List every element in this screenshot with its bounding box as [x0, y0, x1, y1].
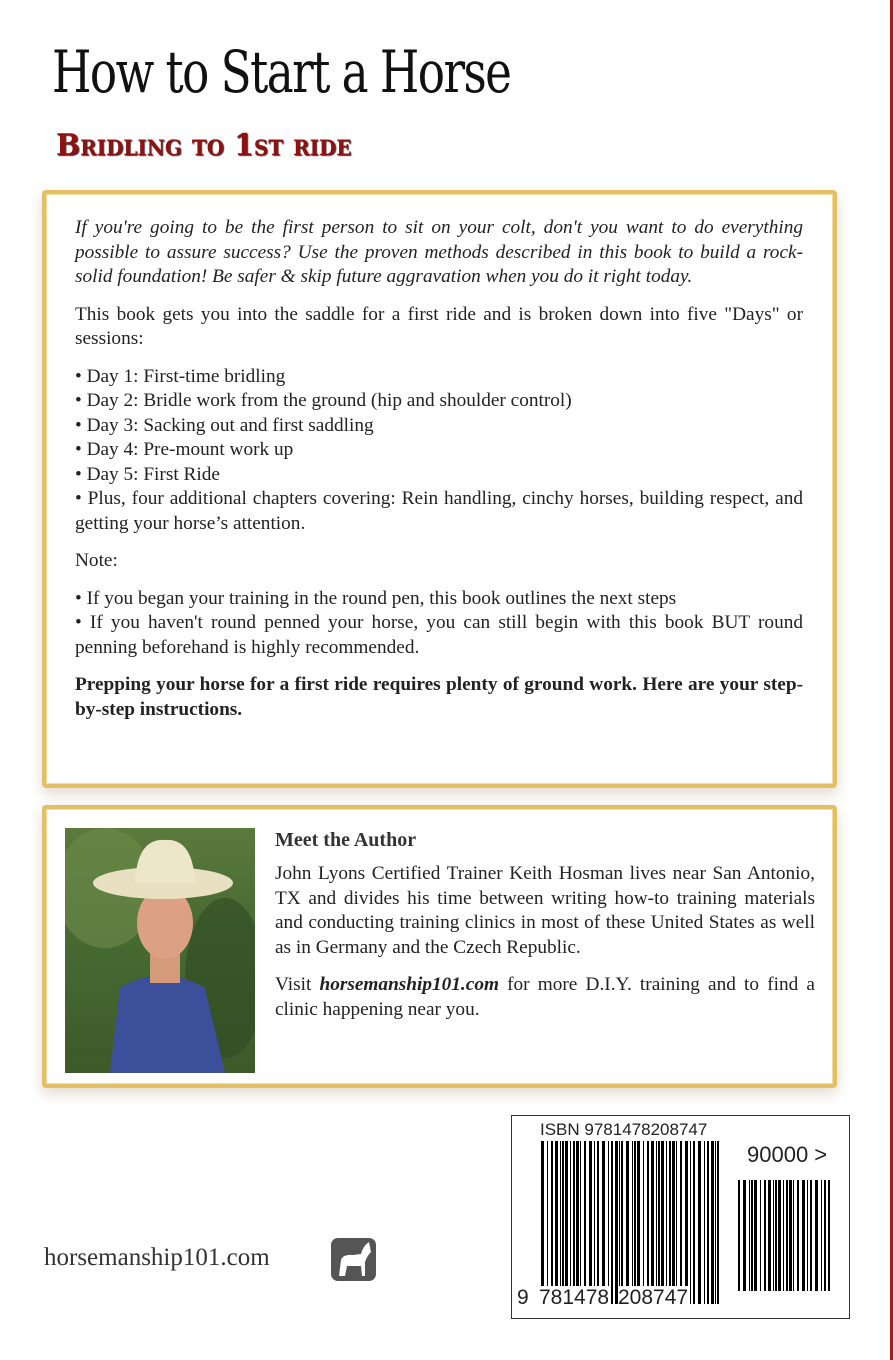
- author-photo: [65, 828, 255, 1073]
- barcode-bar: [815, 1180, 818, 1291]
- barcode-bar: [824, 1180, 826, 1291]
- visit-text: [275, 973, 815, 1022]
- barcode-bar: [619, 1141, 620, 1304]
- barcode-bar: [589, 1141, 592, 1304]
- barcode-bar: [789, 1180, 792, 1291]
- barcode-bar: [672, 1141, 675, 1304]
- barcode-bar: [749, 1180, 750, 1291]
- book-title: How to Start a Horse: [52, 38, 511, 106]
- footer-website[interactable]: horsemanship101.com: [44, 1244, 270, 1271]
- barcode-bar: [611, 1141, 613, 1304]
- isbn-label: ISBN 9781478208747: [540, 1120, 708, 1139]
- barcode-bar: [658, 1141, 660, 1304]
- barcode-bar: [555, 1141, 558, 1304]
- horse-icon: [331, 1238, 376, 1281]
- barcode-bar: [821, 1180, 822, 1291]
- barcode-bar: [707, 1141, 709, 1304]
- barcode-bar: [541, 1141, 544, 1304]
- barcode-bar: [676, 1141, 677, 1304]
- barcode-bar: [651, 1141, 654, 1304]
- author-bio-text: John Lyons Certified Trainer Keith Hosman lives near San Antonio, TX and divides his time between writing how-to training materials and conducting training clinics in most of these United States as well as in Germany and the Czech Republic.: [275, 863, 815, 958]
- barcode-bar: [547, 1141, 548, 1304]
- barcode-bar: [634, 1141, 636, 1304]
- barcode-bar: [643, 1141, 644, 1304]
- barcode-bar: [570, 1141, 571, 1304]
- barcode-bar: [802, 1180, 805, 1291]
- barcode-bar: [621, 1141, 623, 1304]
- barcode-bar: [778, 1180, 781, 1291]
- barcode-bar: [632, 1141, 633, 1304]
- barcode-bar: [576, 1141, 579, 1304]
- barcode-bar: [560, 1141, 561, 1304]
- barcode-bar: [797, 1180, 799, 1291]
- description-panel: [42, 190, 837, 788]
- barcode-bar: [647, 1141, 649, 1304]
- barcode-bar: [704, 1141, 705, 1304]
- barcode-bar: [597, 1141, 599, 1304]
- barcode-bar: [594, 1141, 595, 1304]
- barcode-bar: [562, 1141, 564, 1304]
- barcode-bar: [666, 1141, 667, 1304]
- barcode-bar: [783, 1180, 784, 1291]
- note-label: Note:: [75, 550, 118, 571]
- author-panel: [42, 805, 837, 1088]
- barcode-digits-2: 208747: [618, 1286, 689, 1309]
- barcode-bar: [669, 1141, 671, 1304]
- barcode-bar: [565, 1141, 568, 1304]
- barcode-bar: [773, 1180, 774, 1291]
- book-subtitle: Bridling to 1st ride: [56, 128, 352, 163]
- barcode-bar: [768, 1180, 771, 1291]
- barcode-bar: [637, 1141, 640, 1304]
- barcode-bar: [693, 1141, 695, 1304]
- barcode-bar: [775, 1180, 777, 1291]
- list-item: • Day 2: Bridle work from the ground (hip and shoulder control): [75, 390, 572, 411]
- barcode-bar: [626, 1141, 629, 1304]
- closing-text: Prepping your horse for a first ride requires plenty of ground work. Here are your step-by-step instructions.: [75, 674, 803, 720]
- author-heading: Meet the Author: [275, 829, 417, 851]
- visit-post: for more D.I.Y. training and to find a clinic happening near you.: [275, 974, 815, 1020]
- barcode-digits-1: 781478: [539, 1286, 610, 1309]
- barcode-bar: [810, 1180, 812, 1291]
- list-item: • If you haven't round penned your horse, you can still begin with this book BUT round penning beforehand is highly recommended.: [75, 612, 803, 658]
- visit-pre: Visit: [275, 974, 320, 995]
- barcode-bar: [715, 1141, 716, 1304]
- barcode-digit-first: 9: [517, 1286, 529, 1309]
- barcode-bar: [584, 1141, 586, 1304]
- barcode-bar: [698, 1141, 701, 1304]
- barcode-bar: [764, 1180, 766, 1291]
- list-item: • Day 3: Sacking out and first saddling: [75, 414, 374, 436]
- barcode-bar: [680, 1141, 682, 1304]
- barcode-bar: [760, 1180, 761, 1291]
- list-item: • Day 5: First Ride: [75, 463, 220, 485]
- barcode-bar: [573, 1141, 575, 1304]
- website-link[interactable]: horsemanship101.com: [319, 974, 499, 995]
- list-item: • If you began your training in the round pen, this book outlines the next steps: [75, 587, 677, 609]
- overview-text: This book gets you into the saddle for a first ride and is broken down into five "Days" or sessions:: [75, 303, 803, 349]
- barcode-bar: [580, 1141, 581, 1304]
- barcode-bar: [685, 1141, 688, 1304]
- list-item: • Plus, four additional chapters covering: Rein handling, cinchy horses, building respect, and getting your horse’s attention.: [75, 488, 803, 534]
- barcode-bar: [690, 1141, 691, 1304]
- barcode-bar: [793, 1180, 794, 1291]
- notes-list: [75, 587, 803, 661]
- author-bio: [275, 829, 815, 1035]
- barcode-bar: [751, 1180, 753, 1291]
- price-code: 90000 >: [747, 1142, 828, 1167]
- barcode-bar: [602, 1141, 605, 1304]
- list-item: • Day 1: First-time bridling: [75, 365, 286, 387]
- barcode-bar: [656, 1141, 657, 1304]
- barcode-bar: [615, 1141, 618, 1304]
- days-list: [75, 365, 803, 537]
- barcode-bar: [608, 1141, 609, 1304]
- barcode-bar: [807, 1180, 808, 1291]
- barcode-bar: [738, 1180, 740, 1291]
- list-item: • Day 4: Pre-mount work up: [75, 439, 294, 460]
- barcode-bar: [754, 1180, 757, 1291]
- intro-text: If you're going to be the first person to sit on your colt, don't you want to do everything possible to assure success? Use the proven methods described in this book to build a rock-solid foundation! Be safer & skip future aggravation when you do it right today.: [75, 217, 803, 287]
- barcode-bar: [551, 1141, 553, 1304]
- barcode-bar: [711, 1141, 714, 1304]
- isbn-barcode: [511, 1115, 850, 1319]
- barcode-bar: [828, 1180, 830, 1291]
- barcode-bar: [786, 1180, 788, 1291]
- barcode-bar: [717, 1141, 719, 1304]
- barcode-bar: [661, 1141, 664, 1304]
- barcode-bar: [743, 1180, 746, 1291]
